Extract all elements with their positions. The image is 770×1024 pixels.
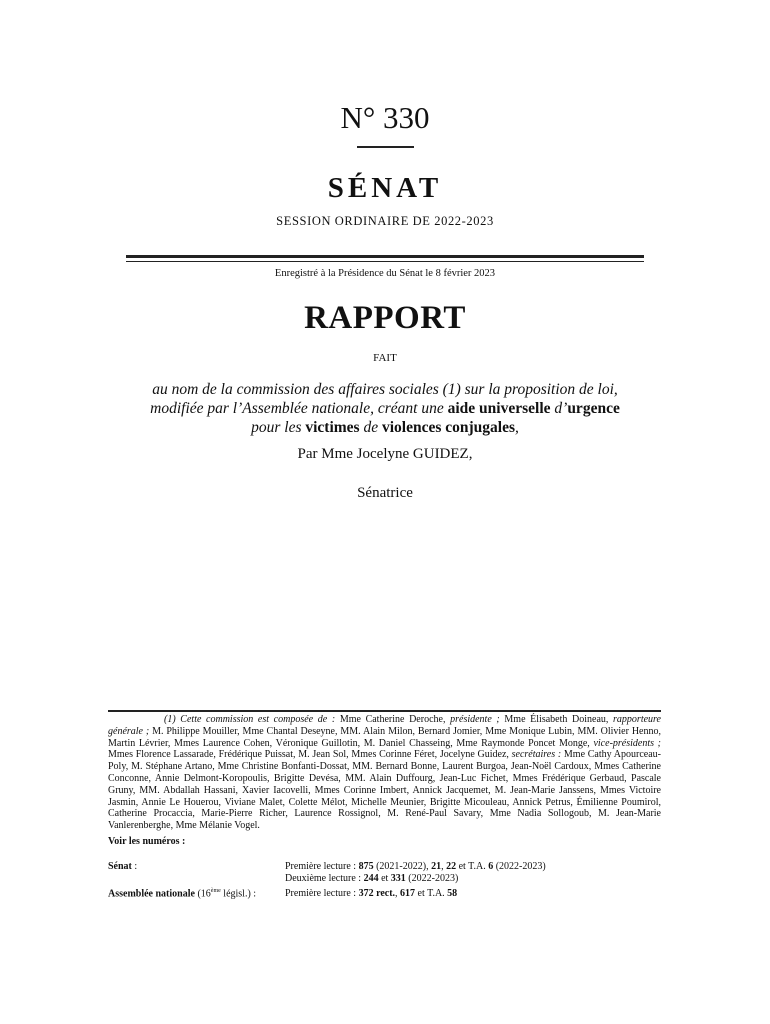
l1-mid2: , bbox=[441, 861, 447, 872]
l3-mid2: et T.A. bbox=[415, 888, 448, 899]
report-subject bbox=[120, 380, 650, 437]
chamber-title: SÉNAT bbox=[327, 172, 443, 204]
l2-b1: 244 bbox=[363, 873, 379, 884]
an-paren-close: législ.) : bbox=[220, 888, 257, 900]
footnote-presidente-role: présidente ; bbox=[450, 714, 500, 725]
subject-line-2: modifiée par l’Assemblée nationale, créant une bbox=[150, 400, 448, 417]
l2-b2: 331 bbox=[390, 873, 406, 884]
author-title: Sénatrice bbox=[357, 485, 413, 501]
footnote-presidente-name: Mme Catherine Deroche, bbox=[335, 714, 451, 725]
l3-mid1: , bbox=[395, 888, 401, 899]
l1-pre: Première lecture : bbox=[285, 861, 359, 872]
subject-d: d’ bbox=[550, 400, 568, 417]
subject-end: , bbox=[515, 419, 519, 436]
subject-bold-aide: aide universelle bbox=[447, 400, 551, 417]
l3-b2: 617 bbox=[400, 888, 416, 899]
l2-pre: Deuxième lecture : bbox=[285, 873, 364, 884]
report-title: RAPPORT bbox=[304, 300, 466, 336]
senat-label-text: Sénat bbox=[108, 861, 132, 872]
an-label-text: Assemblée nationale bbox=[108, 888, 195, 900]
assemblee-label bbox=[108, 888, 256, 899]
subject-de: de bbox=[359, 419, 382, 436]
subject-bold-violences: violences conjugales bbox=[381, 419, 516, 436]
l3-b1: 372 rect. bbox=[358, 888, 396, 899]
an-sup: ème bbox=[210, 888, 221, 894]
number-underline bbox=[357, 146, 414, 148]
footnote-intro: (1) Cette commission est composée de : bbox=[164, 714, 336, 725]
footnote-rapporteure-name: Mme Élisabeth Doineau, bbox=[499, 714, 614, 725]
l1-b2: 21 bbox=[431, 861, 442, 872]
l1-mid1: (2021-2022), bbox=[373, 861, 432, 872]
footnote-sec-role: secrétaires : bbox=[511, 749, 562, 761]
l1-b3: 22 bbox=[446, 861, 457, 872]
an-first-reading bbox=[285, 888, 457, 899]
see-numbers-heading: Voir les numéros : bbox=[108, 836, 186, 847]
l1-b4: 6 bbox=[488, 861, 494, 872]
an-paren-open: (16 bbox=[194, 888, 211, 900]
fait-label: FAIT bbox=[373, 352, 397, 364]
session-label: SESSION ORDINAIRE DE 2022-2023 bbox=[276, 214, 494, 228]
subject-bold-urgence: urgence bbox=[567, 400, 620, 417]
l1-end: (2022-2023) bbox=[493, 861, 546, 872]
subject-bold-victimes: victimes bbox=[305, 419, 360, 436]
report-author: Par Mme Jocelyne GUIDEZ, bbox=[297, 446, 473, 462]
footnote-sec-names: Mmes Florence Lassarade, Frédérique Puissat, M. Jean Sol, Mmes Corinne Féret, Jocelyne Guidez, bbox=[108, 749, 512, 761]
subject-line-3: pour les bbox=[251, 419, 306, 436]
document-number: N° 330 bbox=[340, 100, 430, 135]
footnote-rapporteure-role: rapporteure générale ; bbox=[108, 714, 661, 737]
senat-label bbox=[108, 861, 137, 872]
senat-label-colon: : bbox=[131, 861, 138, 872]
commission-footnote bbox=[108, 714, 661, 832]
l1-mid3: et T.A. bbox=[456, 861, 489, 872]
l1-b1: 875 bbox=[358, 861, 374, 872]
senat-first-reading bbox=[285, 861, 546, 872]
l3-pre: Première lecture : bbox=[285, 888, 359, 899]
footnote-vp-names: M. Philippe Mouiller, Mme Chantal Deseyne, MM. Alain Milon, Bernard Jomier, Mme Monique Lubin, MM. Olivier Henno, Martin Lévrier, Mmes Laurence Cohen, Véronique Guillotin, M. Daniel Chasseing, Mme Raymonde Poncet Monge, bbox=[108, 725, 661, 749]
registration-date: Enregistré à la Présidence du Sénat le 8 février 2023 bbox=[274, 268, 496, 279]
l2-mid: et bbox=[378, 873, 391, 884]
l3-b3: 58 bbox=[447, 888, 458, 899]
footnote-rule bbox=[108, 710, 661, 712]
header-rule-thick bbox=[126, 255, 644, 258]
senat-second-reading bbox=[285, 873, 458, 884]
footnote-members: Mme Cathy Apourceau-Poly, M. Stéphane Artano, Mme Christine Bonfanti-Dossat, MM. Bernard Bonne, Laurent Burgoa, Jean-Noël Cardoux, Mmes Catherine Conconne, Annie Delmont-Koropoulis, Brigitte Devésa, MM. Alain Duffourg, Jean-Luc Fichet, Mmes Frédérique Gerbaud, Pascale Gruny, MM. Abdallah Hassani, Xavier Iacovelli, Mmes Corinne Imbert, Annick Jacquemet, M. Jean-Marie Janssens, Mmes Victoire Jasmin, Annie Le Houerou, Viviane Malet, Colette Mélot, Michelle Meunier, Brigitte Micouleau, Annick Petrus, Émilienne Poumirol, Catherine Procaccia, Marie-Pierre Richer, Laurence Rossignol, M. René-Paul Savary, Mme Nadia Sollogoub, M. Jean-Marie Vanlerenberghe, Mme Mélanie Vogel. bbox=[108, 749, 661, 832]
footnote-vp-role: vice-présidents ; bbox=[593, 737, 661, 749]
header-rule-thin bbox=[126, 261, 644, 262]
subject-line-1: au nom de la commission des affaires sociales (1) sur la proposition de loi, bbox=[152, 381, 618, 398]
l2-end: (2022-2023) bbox=[405, 873, 459, 884]
